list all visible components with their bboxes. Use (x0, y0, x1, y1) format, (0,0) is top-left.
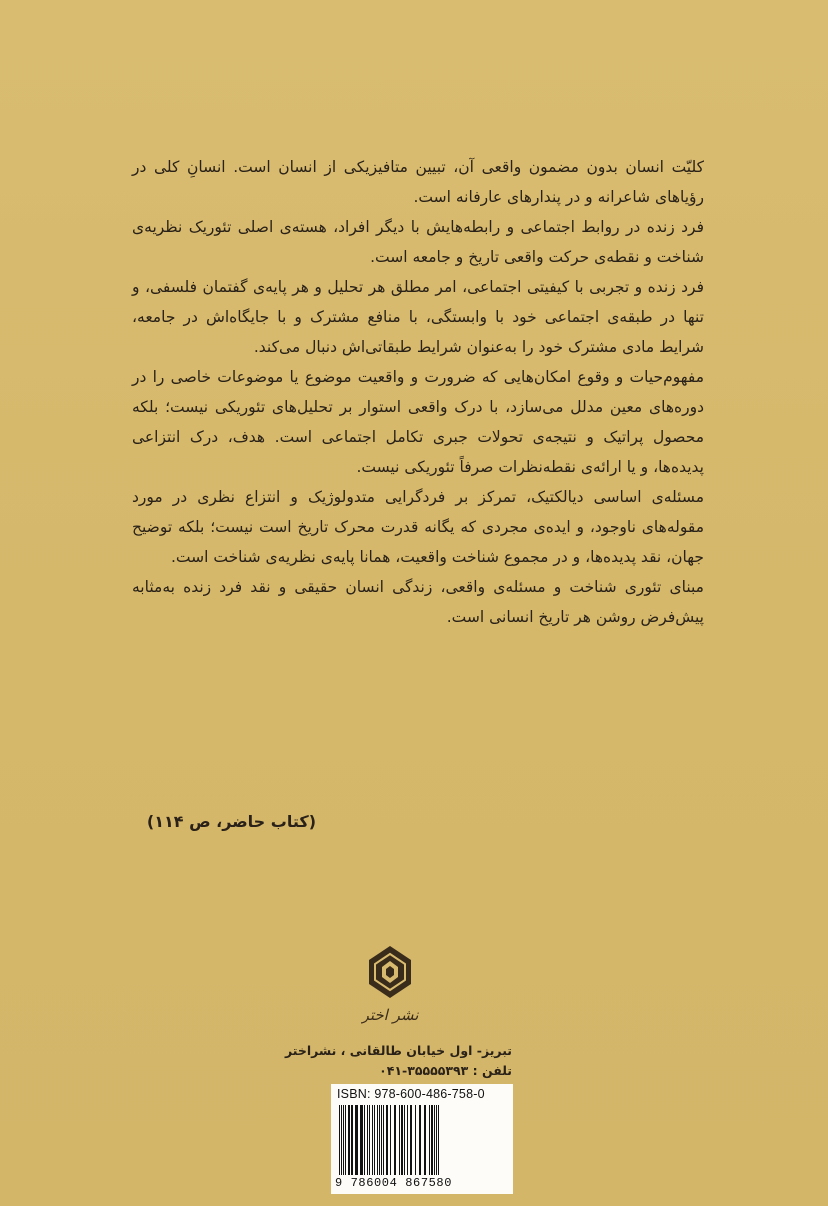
barcode-bar (407, 1105, 408, 1175)
barcode-bar (429, 1105, 430, 1175)
publisher-address (285, 1041, 512, 1081)
address-line: تبریز- اول خیابان طالقانی ، نشراختر (284, 1043, 512, 1058)
blurb-paragraph-1: کلیّت انسان بدون مضمون واقعی آن، تبیین متافیزیکی از انسان است. انسانِ کلی در رؤیاهای شاعرانه و در پندارهای عارفانه است. (132, 158, 704, 206)
publisher-logo-icon (361, 944, 419, 1028)
barcode-bar (399, 1105, 400, 1175)
barcode-bar (424, 1105, 426, 1175)
barcode-bar (386, 1105, 388, 1175)
barcode-bar (374, 1105, 375, 1175)
barcode-bar (367, 1105, 368, 1175)
phone-line: تلفن : ۳۵۵۵۵۳۹۳-۰۴۱ (379, 1063, 512, 1078)
barcode-bar (436, 1105, 437, 1175)
blurb-paragraph-2: فرد زنده در روابط اجتماعی و رابطه‌هایش با دیگر افراد، هسته‌ی اصلی تئوریک نظریه‌ی شناخت و نقطه‌ی حرکت واقعی تاریخ و جامعه است. (132, 218, 704, 266)
blurb-text (132, 152, 704, 632)
barcode-bar (345, 1105, 346, 1175)
barcode-bar (410, 1105, 412, 1175)
barcode-bar (401, 1105, 403, 1175)
isbn-barcode-label (331, 1084, 513, 1194)
barcode-bar (339, 1105, 340, 1175)
isbn-number: ISBN: 978-600-486-758-0 (337, 1087, 485, 1101)
barcode-bar (377, 1105, 378, 1175)
barcode-bar (372, 1105, 373, 1175)
barcode-bar (343, 1105, 344, 1175)
blurb-paragraph-6: مبنای تئوری شناخت و مسئله‌ی واقعی، زندگی انسان حقیقی و نقد فرد زنده به‌مثابه پیش‌فرض روشن هر تاریخ انسانی است. (132, 578, 704, 626)
blurb-paragraph-3: فرد زنده و تجربی با کیفیتی اجتماعی، امر مطلق هر تحلیل و هر پایه‌ی گفتمان فلسفی، و تنها در طبقه‌ی اجتماعی خود با وابستگی، با منافع مشترک و با جایگاه‌اش در جامعه، شرایط مادی مشترک خود را به‌عنوان شرایط طبقاتی‌اش دنبال می‌کند. (132, 278, 704, 356)
barcode-bar (438, 1105, 439, 1175)
barcode-bar (341, 1105, 342, 1175)
barcode-bar (415, 1105, 416, 1175)
barcode-bar (419, 1105, 421, 1175)
barcode-bar (383, 1105, 384, 1175)
barcode-bar (390, 1105, 391, 1175)
barcode-bar (434, 1105, 435, 1175)
citation: (کتاب حاضر، ص ۱۱۴) (146, 812, 316, 831)
barcode-bars (339, 1105, 505, 1175)
barcode-bar (381, 1105, 382, 1175)
blurb-paragraph-4: مفهوم‌حیات و وقوع امکان‌هایی که ضرورت و واقعیت موضوع یا موضوعات خاصی را در دوره‌های معین مدلل می‌سازد، با درک واقعی استوار بر تحلیل‌های تئوریکی نیست؛ بلکه محصول پراتیک و نتیجه‌ی تحولات جبری تکامل اجتماعی است. هدف، درک انتزاعی پدیده‌ها، و یا ارائه‌ی نقطه‌نظرات صرفاً تئوریکی نیست. (132, 368, 704, 476)
barcode-bar (394, 1105, 396, 1175)
barcode-bar (404, 1105, 405, 1175)
barcode-bar (369, 1105, 370, 1175)
barcode-bar (379, 1105, 380, 1175)
barcode-bar (364, 1105, 365, 1175)
barcode-bar (431, 1105, 433, 1175)
barcode-bar (355, 1105, 358, 1175)
barcode-digits: 9 786004 867580 (335, 1176, 453, 1190)
barcode-bar (348, 1105, 350, 1175)
barcode-bar (351, 1105, 353, 1175)
blurb-paragraph-5: مسئله‌ی اساسی دیالکتیک، تمرکز بر فردگرایی متدولوژیک و انتزاع نظری در مورد مقوله‌های ناوجود، و ایده‌ی مجردی که یگانه قدرت محرک تاریخ است نیست؛ بلکه توضیح جهان، نقد پدیده‌ها، و در مجموع شناخت واقعیت، همانا پایه‌ی نظریه‌ی شناخت است. (132, 488, 704, 566)
publisher-logo-text: نشر اختر (361, 1006, 419, 1024)
barcode-bar (360, 1105, 363, 1175)
